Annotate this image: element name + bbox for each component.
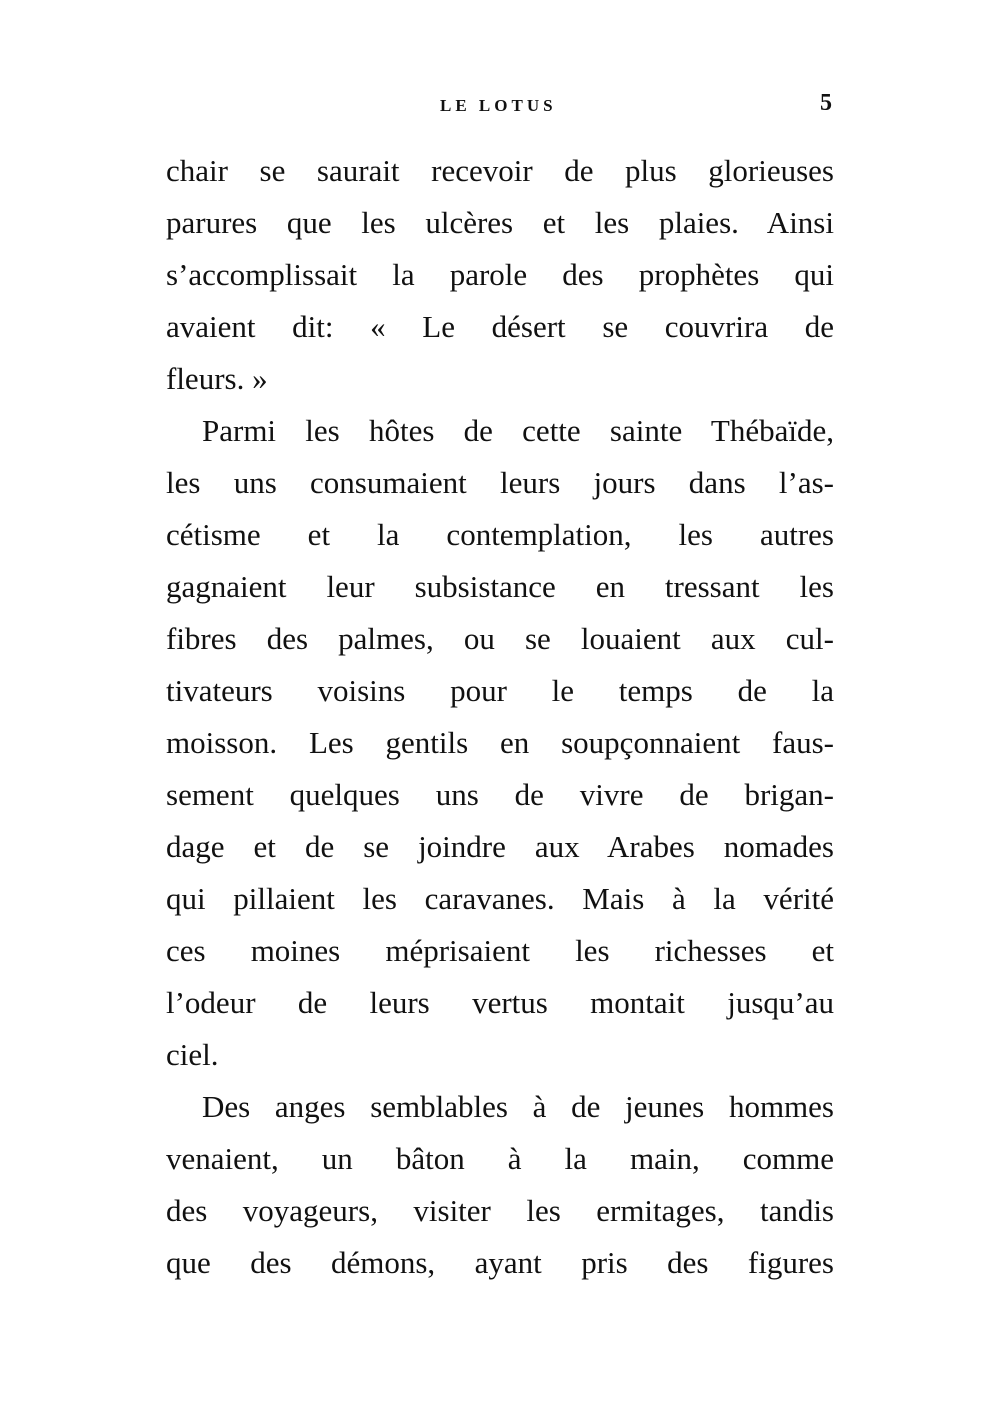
text-line: Des anges semblables à de jeunes hommes xyxy=(202,1089,834,1124)
text-line: tivateurs voisins pour le temps de la xyxy=(166,673,834,708)
text-line: moisson. Les gentils en soupçonnaient faus- xyxy=(166,725,834,760)
text-line: qui pillaient les caravanes. Mais à la vérité xyxy=(166,881,834,916)
text-line: cétisme et la contemplation, les autres xyxy=(166,517,834,552)
page-number: 5 xyxy=(820,90,832,116)
text-line: gagnaient leur subsistance en tressant les xyxy=(166,569,834,604)
text-line: ces moines méprisaient les richesses et xyxy=(166,933,834,968)
text-line: que des démons, ayant pris des figures xyxy=(166,1245,834,1280)
text-line: fleurs. » xyxy=(166,361,268,396)
running-title: LE LOTUS xyxy=(440,96,557,115)
text-line: dage et de se joindre aux Arabes nomades xyxy=(166,829,834,864)
text-line: les uns consumaient leurs jours dans l’as- xyxy=(166,465,834,500)
paragraph-2 xyxy=(166,405,834,1081)
text-line: Parmi les hôtes de cette sainte Thébaïde, xyxy=(202,413,834,448)
text-line: s’accomplissait la parole des prophètes qui xyxy=(166,257,834,292)
text-line: venaient, un bâton à la main, comme xyxy=(166,1141,834,1176)
paragraph-3 xyxy=(166,1081,834,1289)
text-line: sement quelques uns de vivre de brigan- xyxy=(166,777,834,812)
text-line: l’odeur de leurs vertus montait jusqu’au xyxy=(166,985,834,1020)
text-line: avaient dit: « Le désert se couvrira de xyxy=(166,309,834,344)
body-text xyxy=(166,145,834,1289)
text-line: fibres des palmes, ou se louaient aux cul- xyxy=(166,621,834,656)
paragraph-1 xyxy=(166,145,834,405)
text-line: des voyageurs, visiter les ermitages, tandis xyxy=(166,1193,834,1228)
text-line: chair se saurait recevoir de plus glorieuses xyxy=(166,153,834,188)
text-line: parures que les ulcères et les plaies. Ainsi xyxy=(166,205,834,240)
text-line: ciel. xyxy=(166,1037,219,1072)
